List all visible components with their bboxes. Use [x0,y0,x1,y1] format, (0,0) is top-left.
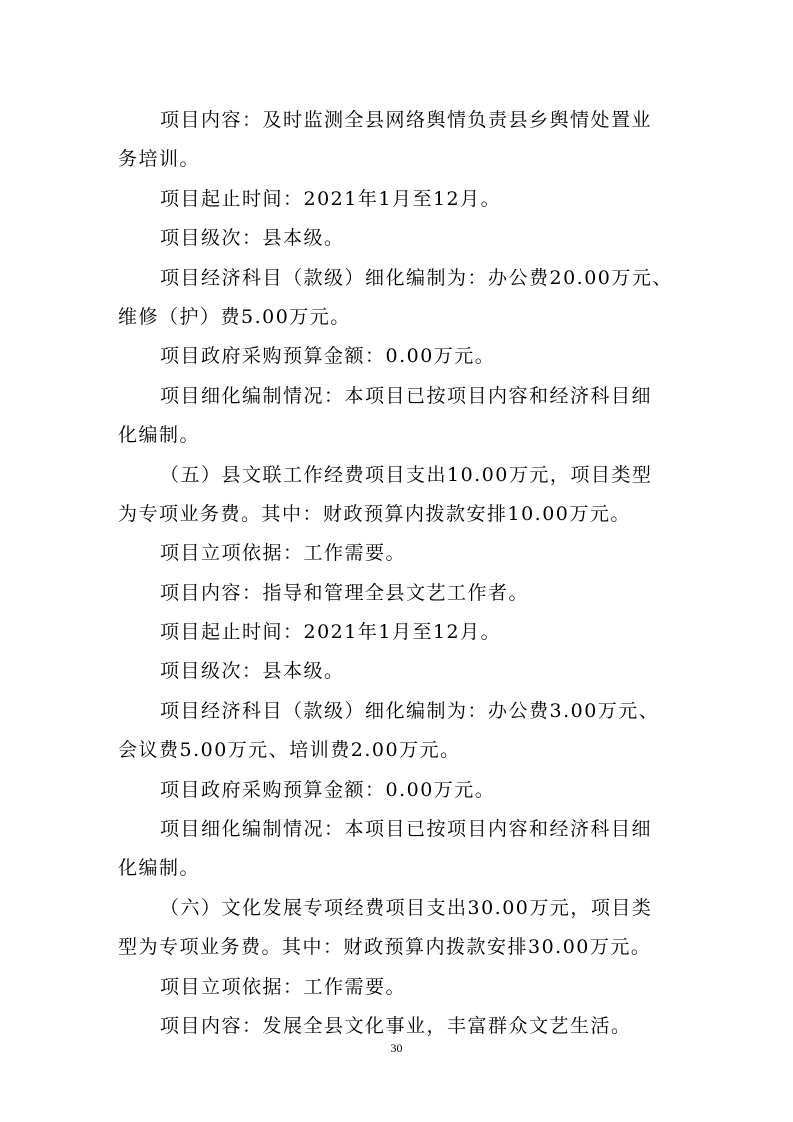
paragraph-line: 项目细化编制情况：本项目已按项目内容和经济科目细 [160,818,653,840]
paragraph-line: 项目经济科目（款级）细化编制为：办公费3.00万元、 [160,700,660,722]
paragraph-line: 务培训。 [118,148,201,170]
page-number: 30 [390,1041,403,1055]
paragraph-line: （五）县文联工作经费项目支出10.00万元，项目类型 [160,464,653,486]
paragraph-line: 化编制。 [118,857,201,879]
paragraph-line: 项目起止时间：2021年1月至12月。 [160,621,502,643]
paragraph-line: 项目内容：及时监测全县网络舆情负责县乡舆情处置业 [160,109,653,131]
paragraph-line: 会议费5.00万元、培训费2.00万元。 [118,739,461,761]
paragraph-line: 项目经济科目（款级）细化编制为：办公费20.00万元、 [160,267,673,289]
paragraph-line: 维修（护）费5.00万元。 [118,306,351,328]
paragraph-line: 项目内容：指导和管理全县文艺工作者。 [160,582,530,604]
paragraph-line: 项目级次：县本级。 [160,227,345,249]
paragraph-line: 项目内容：发展全县文化事业，丰富群众文艺生活。 [160,1015,632,1037]
paragraph-line: 项目起止时间：2021年1月至12月。 [160,188,502,210]
paragraph-line: 项目立项依据：工作需要。 [160,976,407,998]
paragraph-line: 化编制。 [118,424,201,446]
paragraph-line: 项目政府采购预算金额：0.00万元。 [160,345,496,367]
paragraph-line: 型为专项业务费。其中：财政预算内拨款安排30.00万元。 [118,936,652,958]
paragraph-line: （六）文化发展专项经费项目支出30.00万元，项目类 [160,897,653,919]
paragraph-line: 项目细化编制情况：本项目已按项目内容和经济科目细 [160,385,653,407]
paragraph-line: 为专项业务费。其中：财政预算内拨款安排10.00万元。 [118,503,631,525]
paragraph-line: 项目级次：县本级。 [160,660,345,682]
paragraph-line: 项目政府采购预算金额：0.00万元。 [160,779,496,801]
paragraph-line: 项目立项依据：工作需要。 [160,542,407,564]
